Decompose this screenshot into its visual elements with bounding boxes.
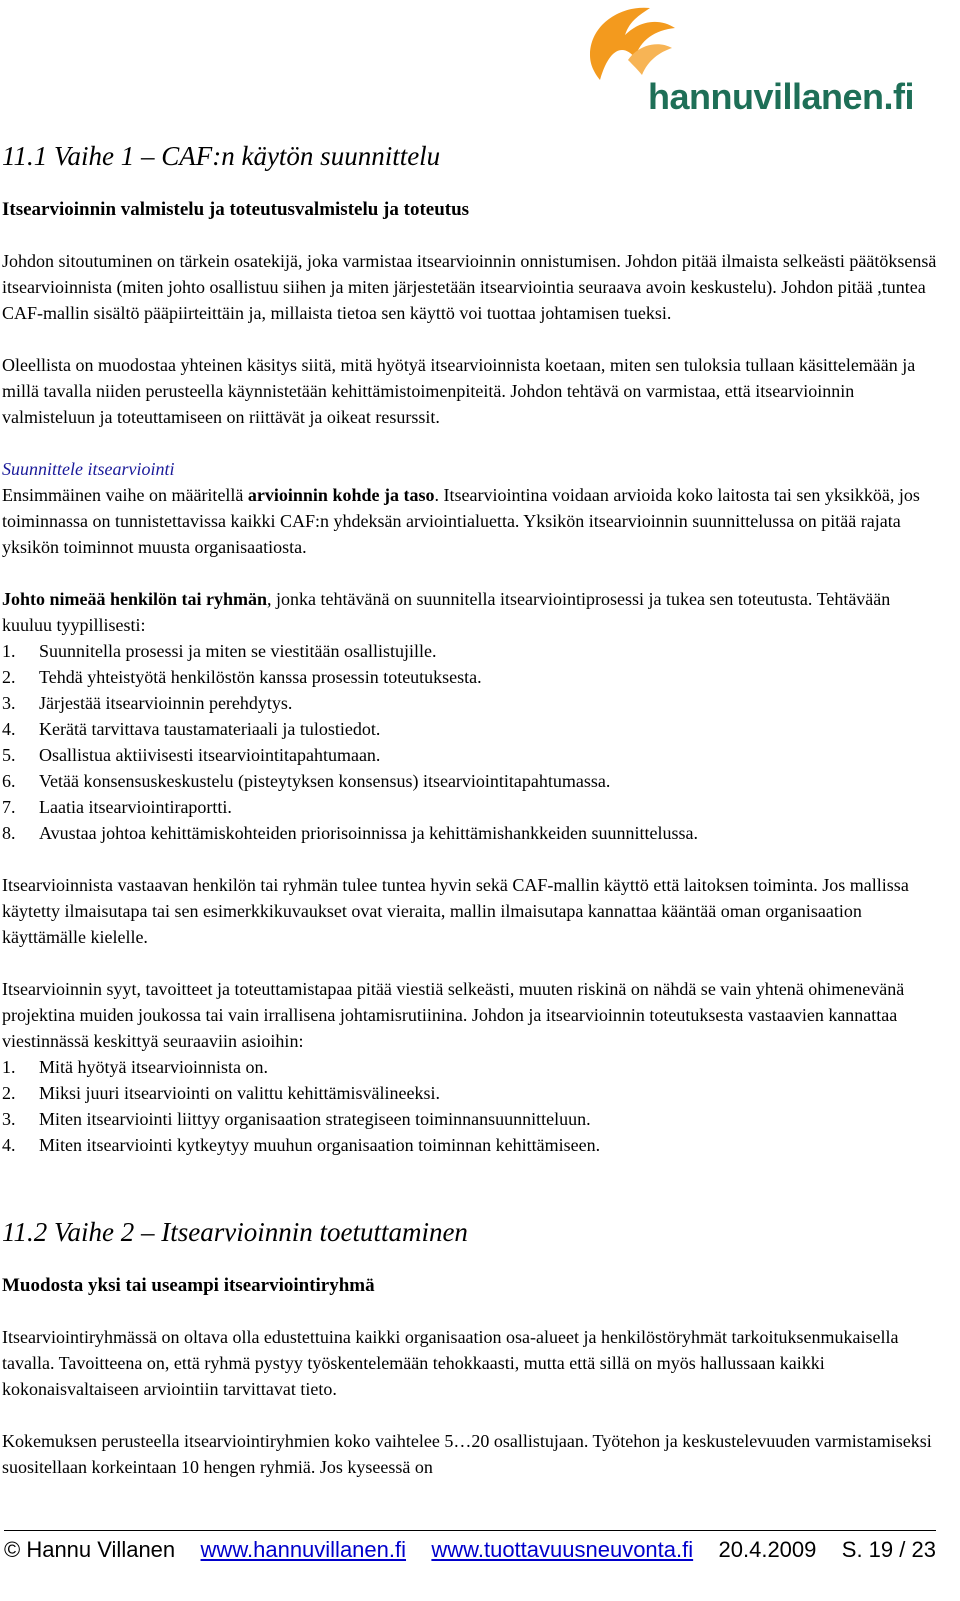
- list-item-number: 3.: [2, 693, 16, 713]
- list-item: [2, 794, 942, 820]
- list-item: [2, 1132, 942, 1158]
- list-item-number: 2.: [2, 667, 16, 687]
- list-item-number: 1.: [2, 1057, 16, 1077]
- list-item: [2, 664, 942, 690]
- paragraph: Itsearvioinnin syyt, tavoitteet ja toteuttamistapaa pitää viestiä selkeästi, muuten riskinä on nähdä se vain yhtenä ohimenevänä projektina muiden joukossa tai vain irrallisena johtamisrutiinina. Johdon ja itsearvioinnin toteutuksesta vastaavien kannattaa viestinnässä keskittyä seuraaviin asioihin:: [2, 979, 905, 1051]
- list-item-number: 1.: [2, 641, 16, 661]
- main-content: [2, 130, 942, 1480]
- topics-list: [2, 1054, 942, 1158]
- section-1-title: 11.1 Vaihe 1 – CAF:n käytön suunnittelu: [2, 141, 441, 171]
- logo: [596, 6, 926, 126]
- footer-divider: [4, 1530, 936, 1531]
- list-item: [2, 690, 942, 716]
- list-item: [2, 1054, 942, 1080]
- list-item-text: Suunnitella prosessi ja miten se viestitään osallistujille.: [39, 641, 437, 661]
- list-item-text: Avustaa johtoa kehittämiskohteiden priorisoinnissa ja kehittämishankkeiden suunnittelussa.: [39, 823, 699, 843]
- list-item-text: Mitä hyötyä itsearvioinnista on.: [39, 1057, 268, 1077]
- logo-text: hannuvillanen.fi: [648, 76, 915, 117]
- section-2-title: 11.2 Vaihe 2 – Itsearvioinnin toetuttaminen: [2, 1217, 468, 1247]
- list-item: [2, 742, 942, 768]
- paragraph: Johto nimeää henkilön tai ryhmän, jonka tehtävänä on suunnitella itsearviointiprosessi ja tukea sen toteutusta. Tehtävään kuuluu tyypillisesti:: [2, 589, 891, 635]
- tasks-list: [2, 638, 942, 846]
- footer-page-number: S. 19 / 23: [841, 1537, 936, 1562]
- footer-link-tuottavuusneuvonta[interactable]: www.tuottavuusneuvonta.fi: [431, 1537, 694, 1562]
- list-item-text: Vetää konsensuskeskustelu (pisteytyksen konsensus) itsearviointitapahtumassa.: [39, 771, 611, 791]
- list-item: [2, 716, 942, 742]
- paragraph: Johdon sitoutuminen on tärkein osatekijä, joka varmistaa itsearvioinnin onnistumisen. Johdon pitää ilmaista selkeästi päätöksensä itsearvioinnista (miten johto osallistuu siihen ja miten järjestetään itsearviointia seuraava avoin keskustelu). Johdon pitää ,tuntea CAF-mallin sisältö pääpiirteittäin ja, millaista tietoa sen käyttö voi tuottaa johtamisen tueksi.: [2, 251, 937, 323]
- section-2-subtitle: Muodosta yksi tai useampi itsearviointiryhmä: [2, 1275, 375, 1296]
- list-item-text: Järjestää itsearvioinnin perehdytys.: [39, 693, 293, 713]
- list-item-number: 7.: [2, 797, 16, 817]
- paragraph: Ensimmäinen vaihe on määritellä arvioinnin kohde ja taso. Itsearviointina voidaan arvioida koko laitosta tai sen yksikköä, jos toiminnassa on tunnistettavissa kaikki CAF:n yhdeksän arviointialuetta. Yksikön itsearvioinnin suunnittelussa on pitää rajata yksikön toiminnot muusta organisaatiosta.: [2, 485, 920, 557]
- footer-author: © Hannu Villanen: [4, 1537, 176, 1562]
- plan-heading: Suunnittele itsearviointi: [2, 459, 175, 479]
- list-item-number: 3.: [2, 1109, 16, 1129]
- list-item-text: Miten itsearviointi kytkeytyy muuhun organisaation toiminnan kehittämiseen.: [39, 1135, 601, 1155]
- list-item-number: 2.: [2, 1083, 16, 1103]
- list-item-text: Laatia itsearviointiraportti.: [39, 797, 232, 817]
- list-item-number: 4.: [2, 719, 16, 739]
- paragraph: Itsearvioinnista vastaavan henkilön tai ryhmän tulee tuntea hyvin sekä CAF-mallin käyttö että laitoksen toiminta. Jos mallissa käytetty ilmaisutapa tai sen esimerkkikuvaukset ovat vieraita, mallin ilmaisutapa kannattaa kääntää oman organisaation käyttämälle kielelle.: [2, 875, 909, 947]
- paragraph: Kokemuksen perusteella itsearviointiryhmien koko vaihtelee 5…20 osallistujaan. Työtehon ja keskustelevuuden varmistamiseksi suositellaan korkeintaan 10 hengen ryhmiä. Jos kyseessä on: [2, 1431, 932, 1477]
- list-item: [2, 638, 942, 664]
- list-item-text: Kerätä tarvittava taustamateriaali ja tulostiedot.: [39, 719, 381, 739]
- paragraph: Oleellista on muodostaa yhteinen käsitys siitä, mitä hyötyä itsearvioinnista koetaan, miten sen tuloksia tullaan käsittelemään ja millä tavalla niiden perusteella käynnistetään kehittämistoimenpiteitä. Johdon tehtävä on varmistaa, että itsearvioinnin valmisteluun ja toteuttamiseen on riittävät ja oikeat resurssit.: [2, 355, 916, 427]
- list-item: [2, 768, 942, 794]
- list-item: [2, 1080, 942, 1106]
- list-item-number: 6.: [2, 771, 16, 791]
- footer-link-hannuvillanen[interactable]: www.hannuvillanen.fi: [200, 1537, 407, 1562]
- section-1-subtitle: Itsearvioinnin valmistelu ja toteutusvalmistelu ja toteutus: [2, 199, 470, 220]
- list-item: [2, 820, 942, 846]
- paragraph: Itsearviointiryhmässä on oltava olla edustettuina kaikki organisaation osa-alueet ja henkilöstöryhmät tarkoituksenmukaisella tavalla. Tavoitteena on, että ryhmä pystyy työskentelemään tehokkaasti, mutta että sillä on myös hallussaan kaikki kokonaisvaltaiseen arviointiin tarvittavat tieto.: [2, 1327, 899, 1399]
- list-item-number: 5.: [2, 745, 16, 765]
- list-item: [2, 1106, 942, 1132]
- footer: [4, 1537, 936, 1563]
- list-item-number: 4.: [2, 1135, 16, 1155]
- list-item-text: Tehdä yhteistyötä henkilöstön kanssa prosessin toteutuksesta.: [39, 667, 482, 687]
- list-item-text: Miksi juuri itsearviointi on valittu kehittämisvälineeksi.: [39, 1083, 440, 1103]
- list-item-text: Osallistua aktiivisesti itsearviointitapahtumaan.: [39, 745, 381, 765]
- footer-date: 20.4.2009: [718, 1537, 817, 1562]
- list-item-number: 8.: [2, 823, 16, 843]
- list-item-text: Miten itsearviointi liittyy organisaation strategiseen toiminnansuunnitteluun.: [39, 1109, 591, 1129]
